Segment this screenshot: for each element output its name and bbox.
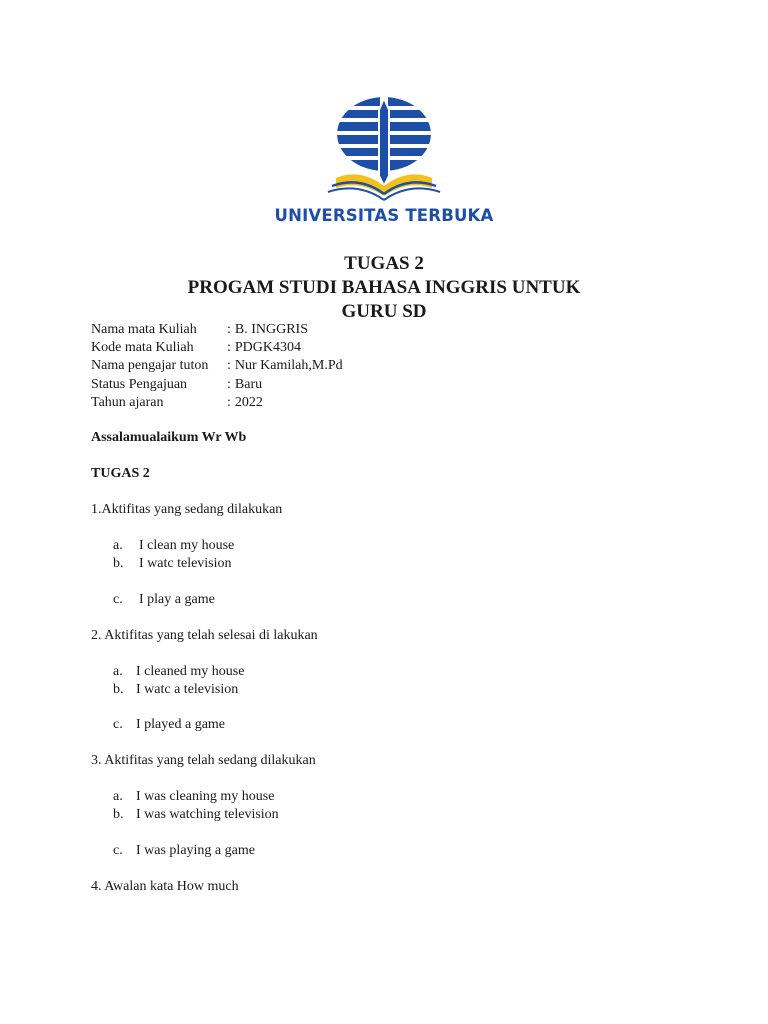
list-item xyxy=(113,664,244,680)
info-label: Nama mata Kuliah xyxy=(91,322,197,337)
document-title xyxy=(0,252,768,324)
option-text: I watc television xyxy=(139,556,232,571)
question-1: 1.Aktifitas yang sedang dilakukan xyxy=(91,502,283,517)
info-separator: : xyxy=(227,340,231,356)
title-line-2: PROGAM STUDI BAHASA INGGRIS UNTUK xyxy=(187,277,581,298)
option-text: I clean my house xyxy=(139,538,235,553)
question-3: 3. Aktifitas yang telah sedang dilakukan xyxy=(91,753,316,768)
title-line-3: GURU SD xyxy=(341,301,427,322)
list-item xyxy=(113,789,274,805)
option-letter: b. xyxy=(113,807,124,822)
university-name: UNIVERSITAS TERBUKA xyxy=(274,206,494,225)
title-line-1: TUGAS 2 xyxy=(344,253,424,274)
info-label: Nama pengajar tuton xyxy=(91,358,209,374)
info-separator: : xyxy=(227,322,231,337)
list-item xyxy=(113,556,232,572)
option-letter: a. xyxy=(113,789,123,804)
info-value: PDGK4304 xyxy=(234,340,302,356)
list-item xyxy=(113,717,225,733)
info-value: Baru xyxy=(234,376,263,392)
question-2: 2. Aktifitas yang telah selesai di lakukan xyxy=(91,628,318,643)
info-value: B. INGGRIS xyxy=(234,322,309,337)
option-letter: a. xyxy=(113,664,123,679)
info-value: Nur Kamilah,M.Pd xyxy=(234,358,343,374)
option-letter: b. xyxy=(113,682,124,697)
info-separator: : xyxy=(227,394,231,410)
list-item xyxy=(113,843,255,859)
section-heading: TUGAS 2 xyxy=(91,466,150,481)
info-row xyxy=(91,376,343,394)
option-text: I was watching television xyxy=(136,807,279,822)
option-text: I was playing a game xyxy=(136,843,255,858)
info-row xyxy=(91,321,343,339)
greeting: Assalamualaikum Wr Wb xyxy=(91,430,247,445)
option-text: I was cleaning my house xyxy=(136,789,275,804)
question-4: 4. Awalan kata How much xyxy=(91,879,239,894)
option-letter: c. xyxy=(113,592,123,607)
list-item xyxy=(113,682,238,698)
info-label: Kode mata Kuliah xyxy=(91,340,194,356)
option-text: I cleaned my house xyxy=(136,664,245,679)
info-value: 2022 xyxy=(234,394,263,410)
option-letter: c. xyxy=(113,717,123,732)
list-item xyxy=(113,592,215,608)
info-label: Status Pengajuan xyxy=(91,376,188,392)
list-item xyxy=(113,807,279,823)
list-item xyxy=(113,538,234,554)
info-row xyxy=(91,357,343,375)
info-separator: : xyxy=(227,376,231,392)
option-text: I watc a television xyxy=(136,682,239,697)
info-row xyxy=(91,394,343,412)
info-separator: : xyxy=(227,358,231,374)
option-text: I played a game xyxy=(136,717,226,732)
info-label: Tahun ajaran xyxy=(91,394,164,410)
info-row xyxy=(91,339,343,357)
option-letter: c. xyxy=(113,843,123,858)
option-text: I play a game xyxy=(139,592,215,607)
option-letter: b. xyxy=(113,556,124,571)
logo-emblem-icon xyxy=(288,94,480,206)
course-info xyxy=(91,321,343,412)
option-letter: a. xyxy=(113,538,123,553)
